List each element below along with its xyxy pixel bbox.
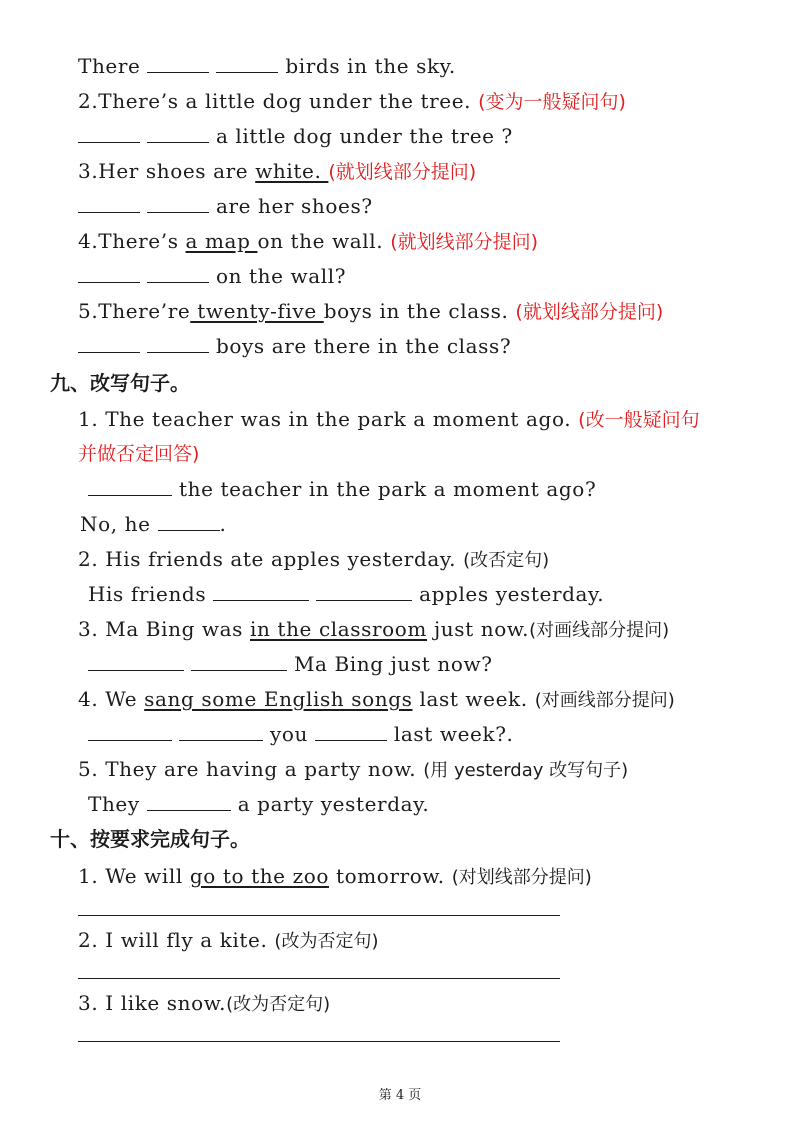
section-9-heading: 九、改写句子。 [50, 371, 190, 395]
question-text: tomorrow. [329, 864, 445, 888]
s10-q1 [78, 863, 592, 891]
answer-line[interactable] [78, 978, 560, 979]
blank[interactable] [78, 264, 140, 283]
blank[interactable] [316, 582, 412, 601]
underlined-part: a map [185, 229, 258, 253]
blank[interactable] [191, 652, 287, 671]
blank[interactable] [213, 582, 309, 601]
blank[interactable] [147, 264, 209, 283]
underlined-part: in the classroom [250, 617, 428, 641]
question-text: just now. [427, 617, 530, 641]
s9-q4 [78, 686, 675, 714]
question-text: 3. I like snow. [78, 991, 227, 1015]
question-text: 4.There’s [78, 229, 186, 253]
s9-q2 [78, 546, 549, 574]
instruction-note: (就划线部分提问) [328, 161, 477, 183]
s9-q2-answer [88, 581, 604, 607]
s9-q1 [78, 406, 700, 433]
instruction-note: (改为否定句) [226, 994, 331, 1015]
underlined-part: go to the zoo [189, 864, 329, 888]
text: His friends [88, 582, 207, 606]
question-text: last week. [412, 687, 528, 711]
text: Ma Bing just now? [293, 652, 493, 676]
s9-q1-answer [88, 476, 596, 502]
s9-q3-answer [88, 651, 493, 677]
answer-line[interactable] [78, 1041, 560, 1042]
text: birds in the sky. [285, 54, 456, 78]
s8-q2-answer [78, 123, 513, 149]
text: are her shoes? [215, 194, 373, 218]
s9-q5-answer [88, 791, 429, 817]
s9-q1-note-cont: 并做否定回答) [78, 443, 200, 465]
s9-q5 [78, 756, 628, 784]
text: a little dog under the tree ? [215, 124, 513, 148]
text: . [219, 512, 227, 536]
question-text: 1. We will [78, 864, 190, 888]
underlined-part: sang some English songs [144, 687, 413, 711]
question-text: 5. They are having a party now. [78, 757, 417, 781]
s9-q3 [78, 616, 669, 644]
text: boys are there in the class? [215, 334, 512, 358]
page-number: 第 4 页 [378, 1088, 422, 1103]
s8-q5 [78, 298, 663, 325]
text: apples yesterday. [419, 582, 605, 606]
instruction-note: (变为一般疑问句) [478, 91, 626, 113]
question-text: 2. I will fly a kite. [78, 928, 268, 952]
answer-line[interactable] [78, 915, 560, 916]
text: on the wall? [215, 264, 347, 288]
question-text: on the wall. [257, 229, 384, 253]
s8-q4-answer [78, 263, 346, 289]
text: No, he [80, 512, 151, 536]
blank[interactable] [147, 792, 231, 811]
blank[interactable] [88, 652, 184, 671]
blank[interactable] [78, 194, 140, 213]
question-text: 3. Ma Bing was [78, 617, 250, 641]
section-10-heading: 十、按要求完成句子。 [50, 827, 250, 851]
s9-q4-answer [88, 721, 513, 747]
s8-q3-answer [78, 193, 373, 219]
text: There [78, 54, 141, 78]
blank[interactable] [147, 124, 209, 143]
text: They [88, 792, 140, 816]
blank[interactable] [315, 722, 387, 741]
instruction-note: (改一般疑问句 [578, 409, 700, 431]
blank[interactable] [147, 194, 209, 213]
question-text: 1. The teacher was in the park a moment ago. [78, 407, 572, 431]
s10-q3 [78, 990, 330, 1018]
instruction-note: (就划线部分提问) [515, 301, 664, 323]
s8-q3 [78, 158, 476, 185]
text: the teacher in the park a moment ago? [178, 477, 597, 501]
text: last week?. [393, 722, 514, 746]
blank[interactable] [78, 334, 140, 353]
s8-q5-answer [78, 333, 511, 359]
blank[interactable] [88, 722, 172, 741]
blank[interactable] [88, 477, 172, 496]
instruction-note: (改为否定句) [274, 931, 379, 952]
underlined-part: white. [255, 159, 329, 183]
instruction-note: (用 yesterday 改写句子) [423, 760, 629, 781]
question-text: 5.There’re [78, 299, 191, 323]
instruction-note: (对画线部分提问) [534, 690, 675, 711]
blank[interactable] [147, 54, 209, 73]
blank[interactable] [78, 124, 140, 143]
question-text: 4. We [78, 687, 145, 711]
s8-q2 [78, 88, 626, 115]
s8-line-there [78, 53, 456, 79]
question-text: 2.There’s a little dog under the tree. [78, 89, 472, 113]
underlined-part: twenty-five [190, 299, 324, 323]
instruction-note: (对划线部分提问) [451, 867, 592, 888]
s9-q1-reply [80, 511, 227, 537]
blank[interactable] [216, 54, 278, 73]
instruction-note: (就划线部分提问) [390, 231, 539, 253]
blank[interactable] [158, 512, 220, 531]
blank[interactable] [179, 722, 263, 741]
s8-q4 [78, 228, 538, 255]
instruction-note: (对画线部分提问) [529, 620, 670, 641]
blank[interactable] [147, 334, 209, 353]
question-text: 2. His friends ate apples yesterday. [78, 547, 457, 571]
question-text: boys in the class. [323, 299, 509, 323]
instruction-note: (改否定句) [463, 550, 550, 571]
s10-q2 [78, 927, 378, 955]
question-text: 3.Her shoes are [78, 159, 256, 183]
text: you [269, 722, 308, 746]
text: a party yesterday. [237, 792, 430, 816]
